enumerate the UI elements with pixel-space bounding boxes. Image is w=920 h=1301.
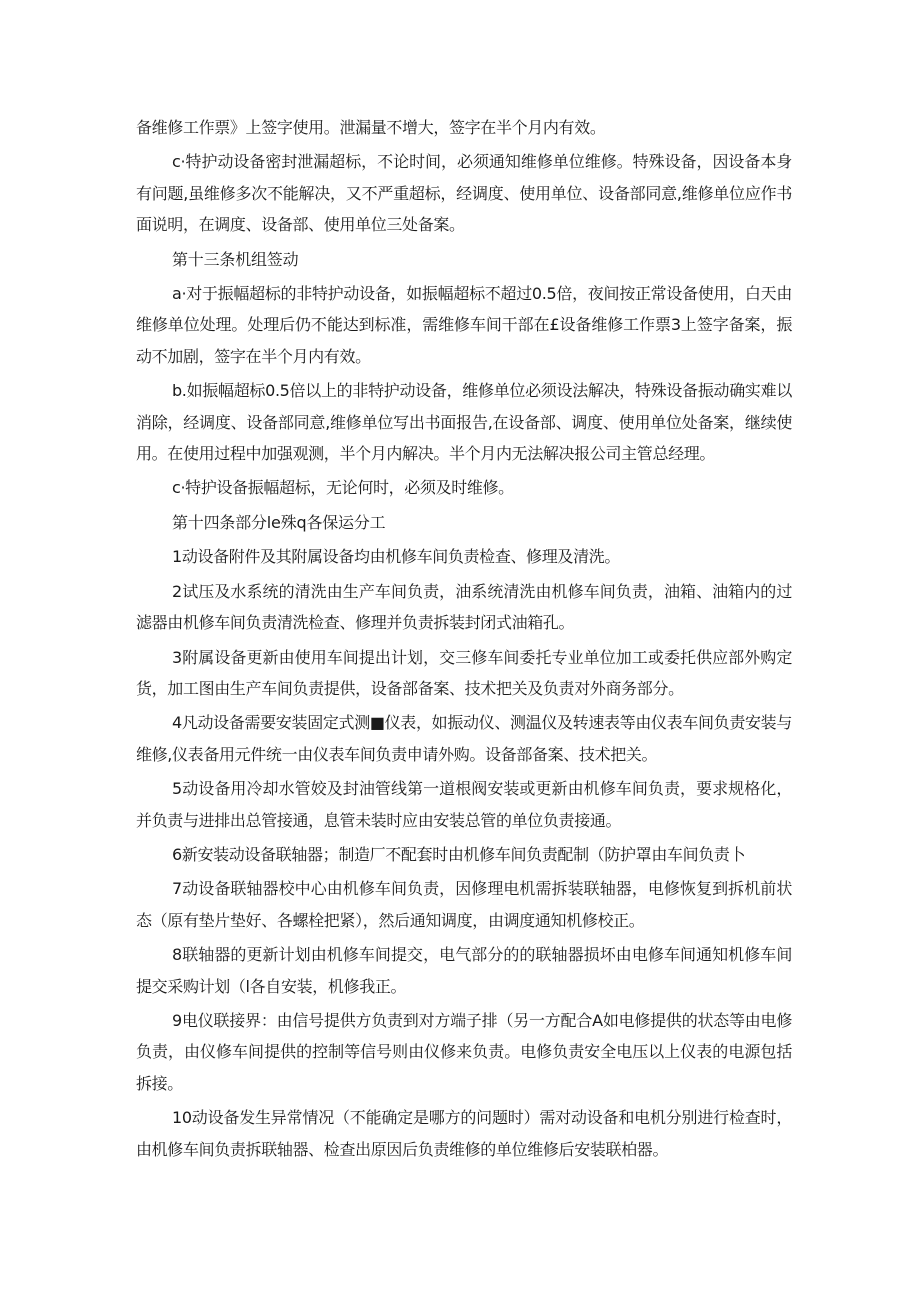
paragraph-vibration-b: b.如振幅超标0.5倍以上的非特护动设备，维修单位必须设法解决，特殊设备振动确实难以消除，经调度、设备部同意,维修单位写出书面报告,在设备部、调度、使用单位处备案，继续使用。在使用过程中加强观测，半个月内解决。半个月内无法解决报公司主管总经理。 — [136, 381, 792, 464]
paragraph-item-6: 6新安装动设备联轴器；制造厂不配套时由机修车间负责配制（防护罩由车间负责卜 — [172, 844, 746, 864]
paragraph-seal-leak: c·特护动设备密封泄漏超标，不论时间，必须通知维修单位维修。特殊设备，因设备本身有问题,虽维修多次不能解决，又不严重超标，经调度、使用单位、设备部同意,维修单位应作书面说明，在调度、设备部、使用单位三处备案。 — [136, 152, 792, 235]
paragraph-item-7: 7动设备联轴器校中心由机修车间负责，因修理电机需拆装联轴器，电修恢复到拆机前状态（原有垫片垫好、各螺栓把紧），然后通知调度，由调度通知机修校正。 — [136, 879, 792, 930]
paragraph-item-9: 9电仪联接界：由信号提供方负责到对方端子排（另一方配合A如电修提供的状态等由电修负责，由仪修车间提供的控制等信号则由仪修来负责。电修负责安全电压以上仪表的电源包括拆接。 — [136, 1010, 792, 1093]
paragraph-item-1: 1动设备附件及其附属设备均由机修车间负责检查、修理及清洗。 — [172, 547, 621, 567]
paragraph-item-2: 2试压及水系统的清洗由生产车间负责，油系统清洗由机修车间负责，油箱、油箱内的过滤器由机修车间负责清洗检查、修理并负责拆装封闭式油箱孔。 — [136, 581, 792, 633]
paragraph-item-4: 4凡动设备需要安装固定式测■仪表，如振动仪、测温仪及转速表等由仪表车间负责安装与维修,仪表备用元件统一由仪表车间负责申请外购。设备部备案、技术把关。 — [136, 713, 792, 764]
paragraph-vibration-a: a·对于振幅超标的非特护动设备，如振幅超标不超过0.5倍，夜间按正常设备使用，白天由维修单位处理。处理后仍不能达到标准，需维修车间干部在£设备维修工作票3上签字备案，振动不加剧，签字在半个月内有效。 — [136, 284, 792, 366]
section-heading-article-13: 第十三条机组签动 — [172, 249, 299, 269]
paragraph-item-8: 8联轴器的更新计划由机修车间提交，电气部分的的联轴器损坏由电修车间通知机修车间提交采购计划（l各自安装，机修我正。 — [136, 945, 792, 996]
paragraph-item-10: 10动设备发生异常情况（不能确定是哪方的问题时）需对动设备和电机分别进行检查时，由机修车间负责拆联轴器、检查出原因后负责维修的单位维修后安装联柏器。 — [136, 1108, 792, 1159]
paragraph-item-3: 3附属设备更新由使用车间提出计划，交三修车间委托专业单位加工或委托供应部外购定货，加工图由生产车间负责提供，设备部备案、技术把关及负责对外商务部分。 — [136, 647, 792, 698]
section-heading-article-14: 第十四条部分le殊q各保运分工 — [172, 512, 386, 532]
paragraph-signing-validity: 备维修工作票》上签字使用。泄漏量不增大，签字在半个月内有效。 — [136, 118, 606, 137]
document-page — [136, 112, 792, 1165]
paragraph-vibration-c: c·特护设备振幅超标，无论何时，必须及时维修。 — [172, 478, 514, 498]
paragraph-item-5: 5动设备用冷却水管姣及封油管线第一道根阀安装或更新由机修车间负责，要求规格化，并负责与进排出总管接通，息管未装时应由安装总管的单位负责接通。 — [136, 779, 792, 830]
